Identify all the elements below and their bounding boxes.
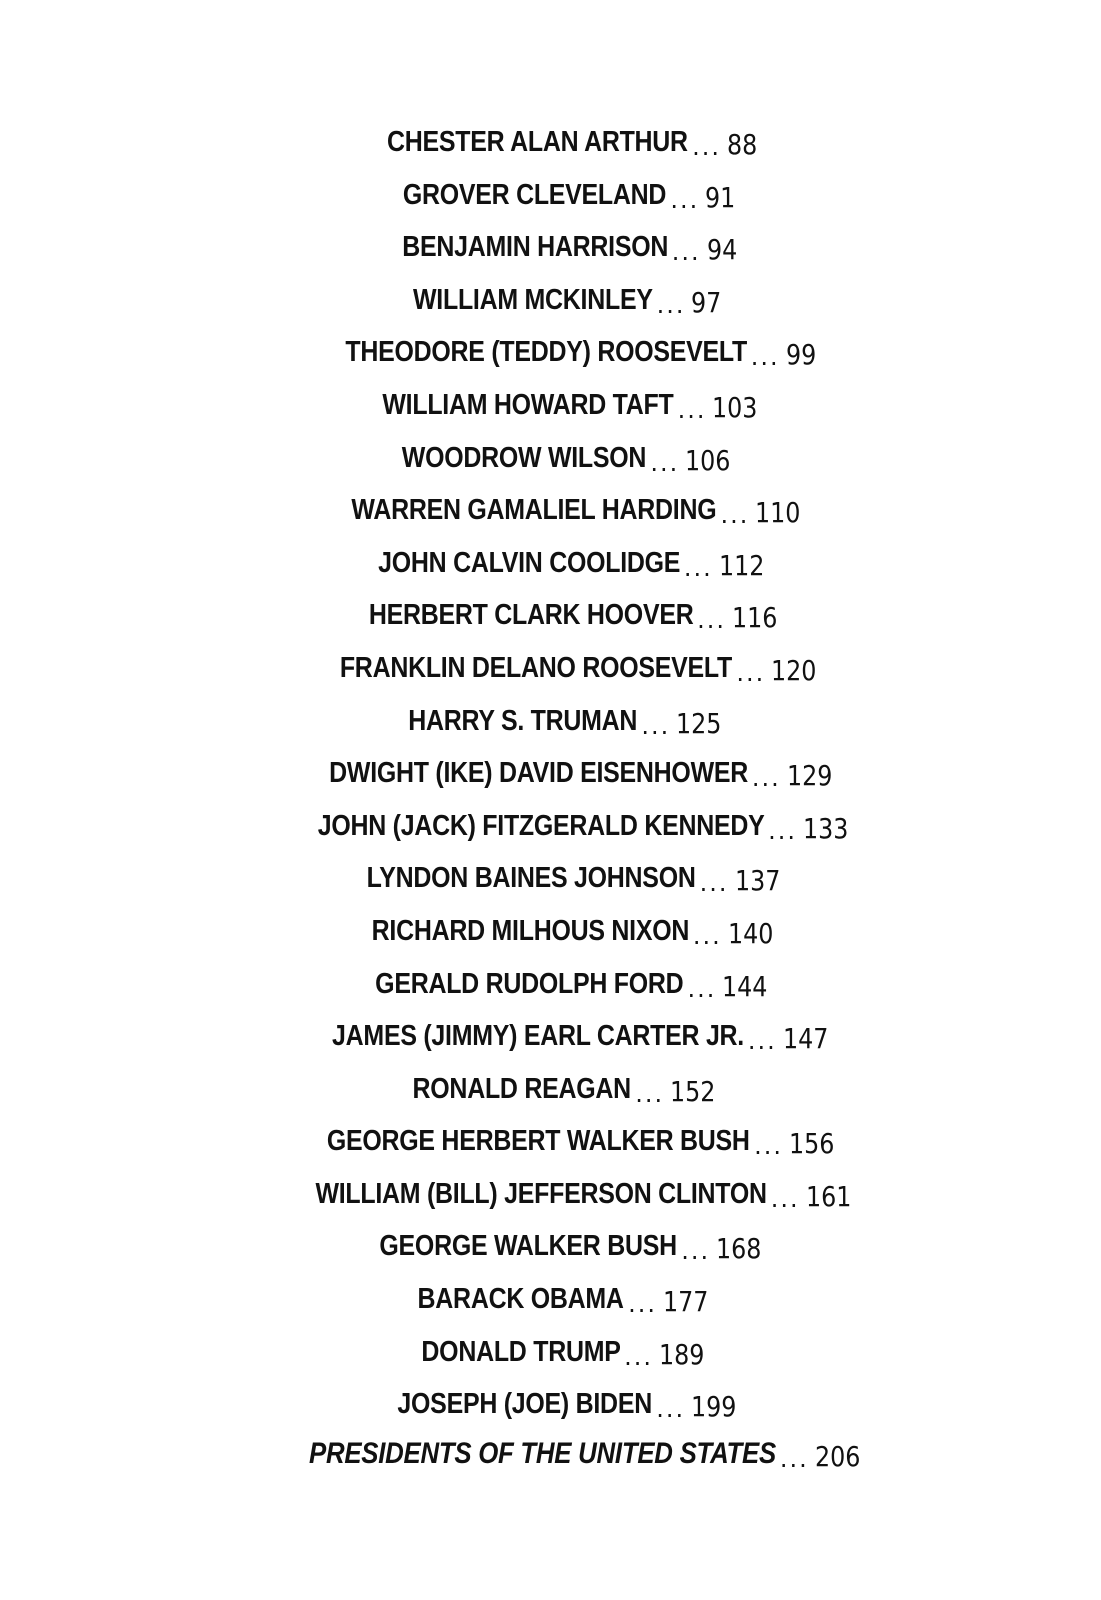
toc-entry-name: DONALD TRUMP (420, 1335, 621, 1368)
toc-entry-dots: ... (750, 343, 780, 372)
toc-entry (0, 432, 1101, 485)
toc-entry-name: GEORGE WALKER BUSH (379, 1230, 678, 1263)
toc-entry-page: 99 (785, 338, 816, 372)
toc-entry-name: WOODROW WILSON (402, 441, 647, 474)
toc-entry (0, 1010, 1101, 1063)
toc-entry (0, 1115, 1101, 1168)
toc-entry-dots: ... (681, 1237, 711, 1266)
toc-entry-name: GERALD RUDOLPH FORD (375, 967, 684, 1000)
toc-entry-dots: ... (671, 238, 701, 267)
toc-entry-name: LYNDON BAINES JOHNSON (366, 862, 696, 895)
toc-entry-name: RONALD REAGAN (412, 1072, 632, 1105)
toc-entry (0, 116, 1101, 169)
toc-entry-name: WILLIAM (BILL) JEFFERSON CLINTON (315, 1177, 767, 1210)
toc-entry-page: 177 (663, 1285, 709, 1319)
toc-entry-dots: ... (751, 764, 781, 793)
toc-entry-page: 116 (731, 601, 778, 635)
toc-entry-dots: ... (635, 1079, 665, 1108)
toc-entry (0, 1220, 1101, 1273)
toc-list (0, 116, 1101, 1431)
toc-entry-page: 106 (685, 443, 731, 477)
toc-entry (0, 695, 1101, 748)
toc-entry (0, 484, 1101, 537)
toc-entry-page: 140 (727, 916, 774, 950)
toc-entry-dots: ... (770, 1184, 800, 1213)
toc-entry-dots: ... (697, 606, 726, 635)
toc-final-entry (0, 1428, 1101, 1480)
toc-entry (0, 169, 1101, 222)
toc-entry-page: 199 (691, 1390, 737, 1424)
toc-entry-name: JOSEPH (JOE) BIDEN (397, 1388, 653, 1421)
toc-entry-name: RICHARD MILHOUS NIXON (371, 914, 689, 947)
toc-entry-page: 103 (712, 390, 758, 424)
toc-entry-page: 110 (755, 496, 801, 530)
toc-entry-page: 156 (789, 1127, 835, 1161)
toc-entry-page: 125 (676, 706, 722, 740)
toc-entry (0, 379, 1101, 432)
toc-entry-dots: ... (692, 133, 722, 161)
toc-entry-name: GEORGE HERBERT WALKER BUSH (327, 1125, 751, 1158)
toc-entry (0, 1273, 1101, 1326)
toc-entry (0, 905, 1101, 958)
toc-entry-name: FRANKLIN DELANO ROOSEVELT (340, 651, 733, 684)
toc-entry-name: WILLIAM HOWARD TAFT (382, 388, 674, 421)
toc-entry (0, 800, 1101, 853)
toc-entry-page: 137 (734, 864, 780, 898)
toc-entry-dots: ... (656, 1395, 686, 1424)
toc-entry-page: 144 (722, 969, 768, 1003)
toc-entry-name: JOHN (JACK) FITZGERALD KENNEDY (317, 809, 765, 842)
toc-final-entry-dots: ... (779, 1445, 809, 1473)
toc-entry-page: 129 (786, 759, 833, 793)
toc-entry-dots: ... (692, 921, 722, 950)
toc-entry-dots: ... (699, 869, 729, 898)
toc-entry-dots: ... (628, 1290, 658, 1319)
toc-entry-dots: ... (624, 1342, 654, 1371)
toc-entry (0, 1168, 1101, 1221)
toc-entry (0, 852, 1101, 905)
toc-entry-dots: ... (720, 501, 750, 530)
toc-entry-dots: ... (683, 553, 713, 582)
toc-entry (0, 274, 1101, 327)
toc-entry-name: WARREN GAMALIEL HARDING (351, 494, 717, 527)
toc-entry-name: JAMES (JIMMY) EARL CARTER JR. (331, 1020, 744, 1053)
toc-entry-name: HARRY S. TRUMAN (408, 704, 638, 737)
toc-entry-page: 112 (718, 548, 765, 582)
toc-entry-dots: ... (687, 974, 717, 1003)
toc-entry-name: JOHN CALVIN COOLIDGE (377, 546, 680, 579)
toc-entry-dots: ... (670, 185, 700, 214)
toc-entry-page: 120 (771, 653, 817, 687)
toc-entry-dots: ... (677, 395, 707, 424)
toc-entry (0, 326, 1101, 379)
toc-entry (0, 221, 1101, 274)
toc-entry (0, 747, 1101, 800)
toc-entry-page: 88 (727, 128, 758, 161)
toc-entry-name: THEODORE (TEDDY) ROOSEVELT (345, 336, 747, 369)
toc-entry-page: 94 (706, 233, 737, 267)
toc-entry-dots: ... (736, 658, 766, 687)
toc-entry-name: HERBERT CLARK HOOVER (368, 599, 694, 632)
toc-entry-name: BENJAMIN HARRISON (401, 231, 668, 264)
toc-entry (0, 958, 1101, 1011)
toc-entry-dots: ... (656, 290, 686, 319)
toc-entry-name: BARACK OBAMA (418, 1283, 625, 1316)
toc-entry (0, 1063, 1101, 1116)
toc-entry-name: GROVER CLEVELAND (403, 178, 667, 211)
toc-entry-name: DWIGHT (IKE) DAVID EISENHOWER (329, 757, 748, 790)
toc-entry-page: 161 (805, 1179, 852, 1213)
toc-final-entry-page: 206 (814, 1440, 861, 1473)
toc-entry (0, 1326, 1101, 1379)
toc-entry (0, 589, 1101, 642)
toc-entry-page: 97 (691, 285, 722, 319)
toc-entry-page: 168 (716, 1232, 762, 1266)
toc-entry-dots: ... (754, 1132, 784, 1161)
toc-entry-page: 147 (782, 1022, 829, 1056)
toc-entry-dots: ... (747, 1027, 777, 1056)
toc-final-entry-name: PRESIDENTS OF THE UNITED STATES (308, 1437, 776, 1470)
toc-entry-page: 189 (659, 1337, 705, 1371)
toc-entry (0, 642, 1101, 695)
toc-entry-page: 133 (802, 811, 849, 845)
toc-entry (0, 1378, 1101, 1431)
toc-entry-dots: ... (650, 448, 680, 477)
toc-entry-name: CHESTER ALAN ARTHUR (387, 126, 689, 158)
toc-entry-dots: ... (768, 816, 797, 845)
toc-entry (0, 537, 1101, 590)
toc-entry-page: 152 (670, 1074, 716, 1108)
toc-entry-page: 91 (705, 180, 736, 214)
toc-entry-name: WILLIAM MCKINLEY (412, 283, 653, 316)
toc-entry-dots: ... (641, 711, 671, 740)
